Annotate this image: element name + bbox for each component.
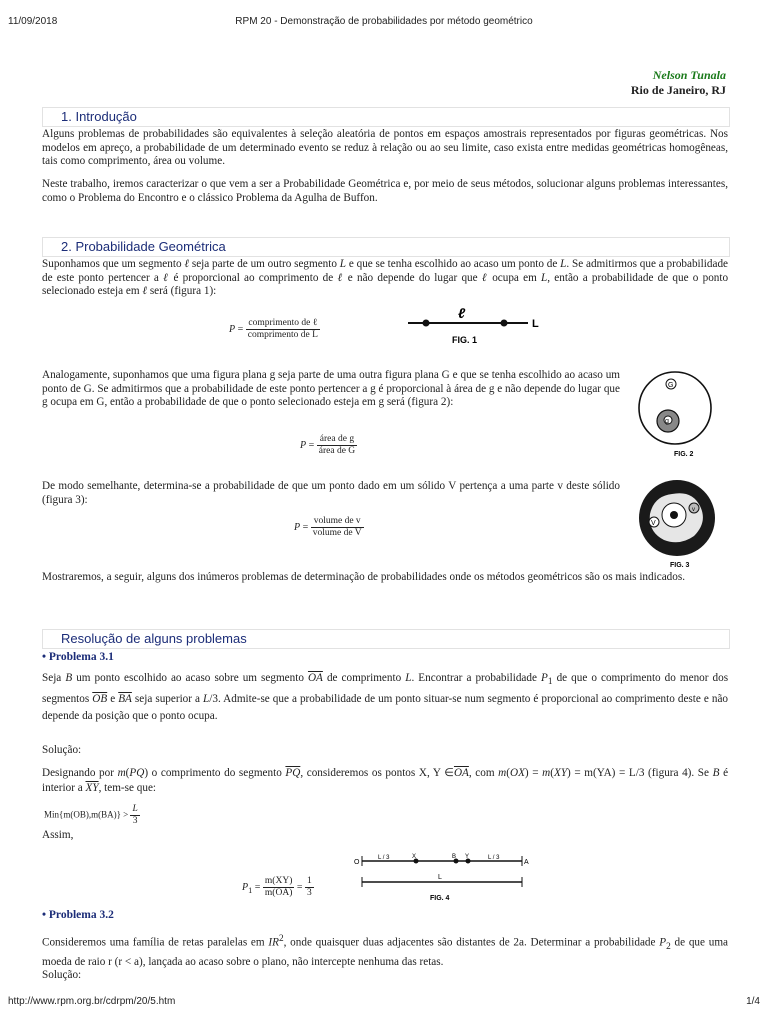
fig4-l3-left: L / 3 — [378, 855, 390, 861]
fig1-caption: FIG. 1 — [452, 335, 478, 345]
solution-3-1-text: Designando por m(PQ) o comprimento do segmento $\overline{PQ}$, consideremos os pontos X, Y $\in\overline{OA}$, com m(OX) = m(XY) = m(YA) = L/3 (figura 4). Se B é interior a $\overline{XY}$, tem-se que: — [42, 767, 729, 794]
figure-2 — [636, 370, 726, 460]
author-name: Nelson Tunala — [652, 68, 726, 82]
geom-paragraph-3: De modo semelhante, determina-se a probabilidade de que um ponto dado em um sólido V pertença a uma parte v deste sólido (figura 3): — [42, 480, 620, 506]
section-header-resolucao: Resolução de alguns problemas — [42, 629, 730, 649]
fig4-B-label: B — [452, 854, 457, 860]
assim-label: Assim, — [42, 829, 74, 841]
fig4-A-label: A — [524, 859, 529, 866]
section-header-introducao: 1. Introdução — [42, 107, 730, 127]
fig2-g-label: g — [665, 418, 669, 425]
intro-paragraph-2: Neste trabalho, iremos caracterizar o que vem a ser a Probabilidade Geométrica e, por meio de seus métodos, solucionar alguns problemas interessantes, como o Problema do Encontro e o clássico Problema da Agulha de Buffon. — [42, 178, 728, 204]
footer-url[interactable]: http://www.rpm.org.br/cdrpm/20/5.htm — [8, 996, 176, 1007]
fig4-X-label: X — [412, 854, 417, 860]
formula-1: P = $\frac{\text{comprimento de ℓ}}{\text{comprimento de L}}$ — [229, 318, 318, 340]
fig4-L-label: L — [438, 874, 442, 881]
fig4-O-label: O — [354, 859, 360, 866]
fig3-V-label: V — [651, 520, 656, 527]
footer-page: 1/4 — [746, 996, 760, 1007]
problem-3-1-title: • Problema 3.1 — [42, 651, 114, 663]
solution-label-2: Solução: — [42, 969, 82, 981]
geom-paragraph-2: Analogamente, suponhamos que uma figura plana g seja parte de uma outra figura plana G e que se tenha escolhido ao acaso um ponto de G. Se admitirmos que a probabilidade de este ponto pertencer a g é proporcional à área de g e não depende do lugar que g ocupa em G, então a probabilidade de que o ponto selecionado esteja em g será (figura 2): — [42, 369, 620, 409]
solution-label-1: Solução: — [42, 744, 82, 756]
fig1-L-label: L — [532, 318, 539, 330]
formula-3: P = $\frac{\text{volume de v}}{\text{volume de V}}$ — [294, 516, 362, 538]
fig2-caption: FIG. 2 — [674, 451, 694, 458]
section-header-probabilidade-geometrica: 2. Probabilidade Geométrica — [42, 237, 730, 257]
geom-paragraph-4: Mostraremos, a seguir, alguns dos inúmeros problemas de determinação de probabilidades onde os métodos geométricos são os mais indicados. — [42, 571, 685, 583]
formula-min: Min{m(OB),m(BA)} > $\frac{L}{3}$ — [44, 804, 138, 826]
fig1-l-label: ℓ — [458, 306, 466, 321]
figure-1 — [400, 306, 550, 348]
formula-2: P = $\frac{\text{área de g}}{\text{área de G}}$ — [300, 434, 356, 456]
problem-3-2-statement: Consideremos uma família de retas paralelas em $IR^2$, onde quaisquer duas adjacentes são distantes de 2a. Determinar a probabilidade $P_2$ de que uma moeda de raio r (r < a), lançada ao acaso sobre o plano, não intercepte nenhuma das retas. — [42, 934, 729, 968]
problem-3-1-statement: Seja B um ponto escolhido ao acaso sobre um segmento $\overline{OA}$ de comprimento L. Encontrar a probabilidade $P_1$ de que o comprimento do menor dos segmentos $\overline{OB}$ e $\overline{BA}$ seja superior a L/3. Admite-se que a probabilidade de um ponto situar-se num segmento é proporcional ao comprimento deste e não depende da posição que o ponto ocupa. — [42, 672, 729, 723]
fig3-v-label: v — [692, 507, 695, 513]
figure-3 — [636, 478, 726, 570]
author-place: Rio de Janeiro, RJ — [630, 83, 726, 97]
fig2-G-label: G — [668, 382, 674, 389]
fig3-caption: FIG. 3 — [670, 562, 690, 569]
problem-3-2-title: • Problema 3.2 — [42, 909, 114, 921]
fig4-caption: FIG. 4 — [430, 895, 450, 902]
print-date: 11/09/2018 — [8, 16, 58, 27]
figure-4 — [350, 850, 540, 906]
fig4-Y-label: Y — [465, 854, 470, 860]
formula-p1: $P_1$ = $\frac{m(XY)}{m(OA)}$ = $\frac{1}{3}$ — [242, 876, 312, 898]
fig4-l3-right: L / 3 — [488, 855, 500, 861]
print-title: RPM 20 - Demonstração de probabilidades por método geométrico — [235, 16, 533, 27]
geom-paragraph-1: Suponhamos que um segmento ℓ seja parte de um outro segmento L e que se tenha escolhido ao acaso um ponto de L. Se admitirmos que a probabilidade de este ponto pertencer a ℓ é proporcional ao comprimento de ℓ e não depende do lugar que ℓ ocupa em L, então a probabilidade de que o ponto selecionado esteja em ℓ será (figura 1): — [42, 258, 729, 298]
intro-paragraph-1: Alguns problemas de probabilidades são equivalentes à seleção aleatória de pontos em espaços amostrais representados por figuras geométricas. Nos modelos em apreço, a probabilidade de um determinado evento se reduz à relação ou ao seu limite, caso exista entre medidas geométricas homogêneas, tais como comprimento, área ou volume. — [42, 128, 728, 168]
